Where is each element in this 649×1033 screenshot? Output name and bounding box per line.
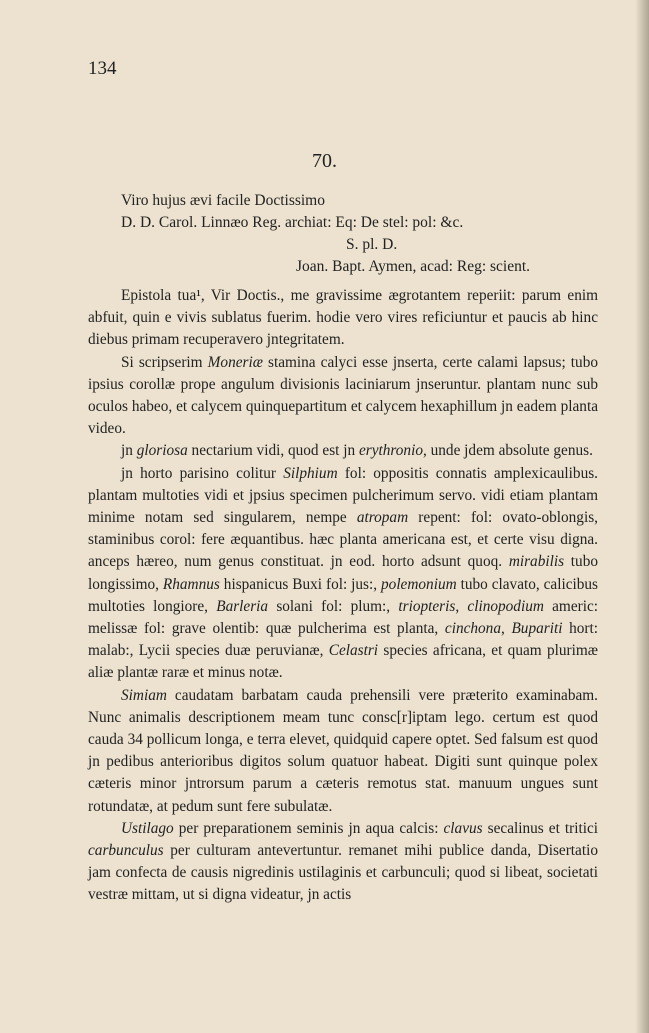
paragraph: Ustilago per preparationem seminis jn aqua calcis: clavus secalinus et tritici carbunculus per culturam antevertuntur. remanet mihi publice danda, Disertatio jam confecta de causis nigredinis ustilaginis et carbunculi; quod si libeat, societati vestræ mittam, ut si digna videatur, jn actis	[88, 819, 599, 904]
salutation-line: Viro hujus ævi facile Doctissimo	[121, 192, 325, 209]
letter-number: 70.	[312, 150, 337, 172]
salutation-line: Joan. Bapt. Aymen, acad: Reg: scient.	[296, 258, 531, 275]
page-number: 134	[88, 58, 117, 79]
letter-body	[88, 285, 598, 907]
salutation-line: D. D. Carol. Linnæo Reg. archiat: Eq: De stel: pol: &c.	[121, 214, 464, 231]
paragraph: Epistola tua¹, Vir Doctis., me gravissime ægrotantem reperiit: parum enim abfuit, quin e vivis sublatus fuerim. hodie vero vires reficiuntur et paucis ab hinc diebus primam recuperavero jntegritatem.	[88, 287, 598, 349]
paragraph: Simiam caudatam barbatam cauda prehensili vere præterito examinabam. Nunc animalis descriptionem meam tunc consc[r]iptam lego. certum est quod cauda 34 pollicum longa, e terra elevet, quidquid capere optet. Sed falsum est quod jn pedibus anterioribus digitos solum quatuor habeat. Digiti sunt quinque polex cæteris minor jntrorsum parum a cæteris remotus stat. manuum ungues sunt rotundatæ, at pedum sunt fere subulatæ.	[88, 686, 598, 815]
paragraph: jn horto parisino colitur Silphium fol: oppositis connatis amplexicaulibus. plantam multoties vidi et jpsius specimen pulcherimum servo. vidi etiam plantam minime notam sed singularem, nempe atropam repent: fol: ovato-oblongis, staminibus corol: fere æquantibus. hæc planta americana est, et certe visu digna. anceps hæreo, num genus constituat. jn eod. horto adsunt quoq. mirabilis tubo longissimo, Rhamnus hispanicus Buxi fol: jus:, polemonium tubo clavato, calicibus multoties longiore, Barleria solani fol: plum:, triopteris, clinopodium americ: melissæ fol: grave olentib: quæ pulcherima est planta, cinchona, Bupariti hort: malab:, Lycii species duæ peruvianæ, Celastri species africana, et quam plurimæ aliæ plantæ raræ et minus notæ.	[88, 464, 598, 682]
salutation-block	[121, 190, 530, 278]
paragraph: jn gloriosa nectarium vidi, quod est jn erythronio, unde jdem absolute genus.	[121, 442, 593, 460]
paragraph: Si scripserim Moneriæ stamina calyci esse jnserta, certe calami lapsus; tubo ipsius corollæ prope angulum divisionis laciniarum jnseruntur. plantam nunc sub oculos habeo, et calycem quinquepartitum et calycem hexaphillum jn eadem planta video.	[88, 353, 598, 438]
salutation-line: S. pl. D.	[346, 236, 398, 253]
